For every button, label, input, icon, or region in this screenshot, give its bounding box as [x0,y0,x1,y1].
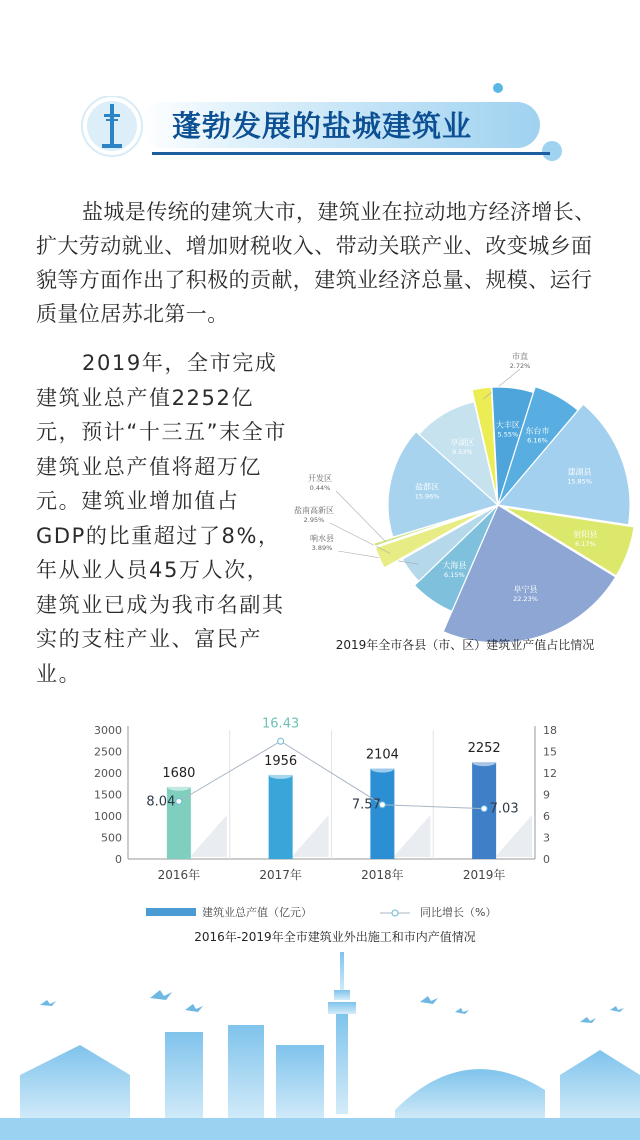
y-right-tick-label: 12 [543,767,557,780]
x-tick-label: 2016年 [157,868,201,882]
pie-slice-label: 射阳县 [573,529,598,539]
stats-paragraph-text: 2019年，全市完成建筑业总产值2252亿元，预计“十三五”末全市建筑业总产值将超万亿元。建筑业增加值占GDP的比重超过了8%，年从业人员45万人次，建筑业已成为我市名副其实的支柱产业、富民产业。 [36,351,287,686]
y-right-tick-label: 18 [543,724,557,737]
y-left-tick-label: 0 [115,853,122,866]
y-left-tick-label: 2000 [94,767,122,780]
building-icon [20,1025,640,1122]
stats-paragraph [36,346,288,691]
bar-value-label: 2104 [365,747,399,763]
y-right-tick-label: 9 [543,788,550,802]
pie-leader-line [330,523,390,553]
bar-shadow [393,815,430,857]
pie-slice-label: 开发区 [308,474,332,483]
legend-swatch-bar [146,908,196,916]
pie-slice-value: 6.15% [444,570,465,579]
y-right-tick-label: 3 [543,831,550,845]
city-skyline-illustration [0,950,640,1140]
pie-slice-label: 亭湖区 [450,437,475,447]
bar-value-label: 1680 [162,765,196,781]
page-title: 蓬勃发展的盐城建筑业 [172,109,473,143]
y-right-tick-label: 15 [543,745,557,759]
growth-value-label: 7.57 [351,797,381,813]
growth-value-label: 16.43 [262,716,300,732]
pie-slice-value: 15.96% [414,492,440,501]
growth-value-label: 8.04 [146,794,176,810]
bar-cap [370,765,394,773]
pie-chart [280,345,640,630]
y-left-tick-label: 3000 [94,724,122,737]
legend-label-bar: 建筑业总产值（亿元） [202,906,312,919]
pie-slice-value: 2.95% [303,516,325,524]
y-right-tick-label: 6 [543,810,550,823]
x-tick-label: 2017年 [259,868,302,882]
pie-slice-value: 2.72% [509,362,531,370]
pie-slice-value: 0.44% [309,484,331,492]
pie-slice-label: 大丰区 [495,420,520,430]
pie-slice-label: 建湖县 [567,467,592,477]
bar-shadow [495,815,532,857]
bar-line-chart [0,715,640,950]
tower-icon [328,952,356,1114]
pie-slice-label: 市直 [512,352,528,361]
growth-point [176,798,182,804]
pie-chart-caption: 2019年全市各县（市、区）建筑业产值占比情况 [335,638,595,652]
pie-slice-label: 阜宁县 [513,584,538,594]
x-tick-label: 2018年 [361,868,404,882]
bar-chart-caption: 2016年-2019年全市建筑业外出施工和市内产值情况 [194,930,476,944]
y-left-tick-label: 2500 [94,745,122,759]
pie-slice-value: 15.85% [567,477,592,486]
ground-strip [0,1118,640,1140]
bar-cap [472,758,496,766]
pie-slice-value: 6.16% [527,436,548,445]
bar-shadow [190,815,227,857]
growth-point [481,806,487,812]
y-right-tick-label: 0 [543,853,550,866]
bar-shadow [292,815,329,857]
pie-slice-value: 5.55% [497,430,519,439]
legend-label-line: 同比增长（%） [420,906,497,919]
bar-cap [269,771,293,779]
pie-slice-label: 响水县 [310,534,334,543]
pie-slice-value: 3.89% [311,544,333,552]
pie-slice-label: 大海县 [442,560,467,570]
y-left-tick-label: 1000 [94,810,122,823]
pie-slice-label: 盐南高新区 [294,506,334,515]
y-left-tick-label: 1500 [94,788,122,802]
pie-slice-label: 东台市 [525,426,550,436]
pie-slice-value: 9.53% [452,447,473,456]
bar-value-label: 2252 [467,741,501,757]
deco-dot-1 [493,83,503,93]
legend-swatch-point [392,910,398,916]
y-left-tick-label: 500 [101,831,122,845]
pie-slice-label: 盐都区 [415,482,440,492]
bar-value-label: 1956 [264,753,298,769]
pie-slice-value: 6.17% [575,539,596,548]
bar [269,775,293,859]
bar-cap [167,783,191,791]
bar [370,769,394,859]
intro-paragraph: 盐城是传统的建筑大市，建筑业在拉动地方经济增长、扩大劳动就业、增加财税收入、带动关联产业、改变城乡面貌等方面作出了积极的贡献，建筑业经济总量、规模、运行质量位居苏北第一。 [36,200,596,326]
banner-underline [152,152,550,155]
growth-point [278,738,284,744]
pie-leader-line [336,491,385,541]
pie-slice-value: 22.23% [513,594,538,603]
growth-value-label: 7.03 [489,801,519,817]
x-tick-label: 2019年 [462,868,506,882]
